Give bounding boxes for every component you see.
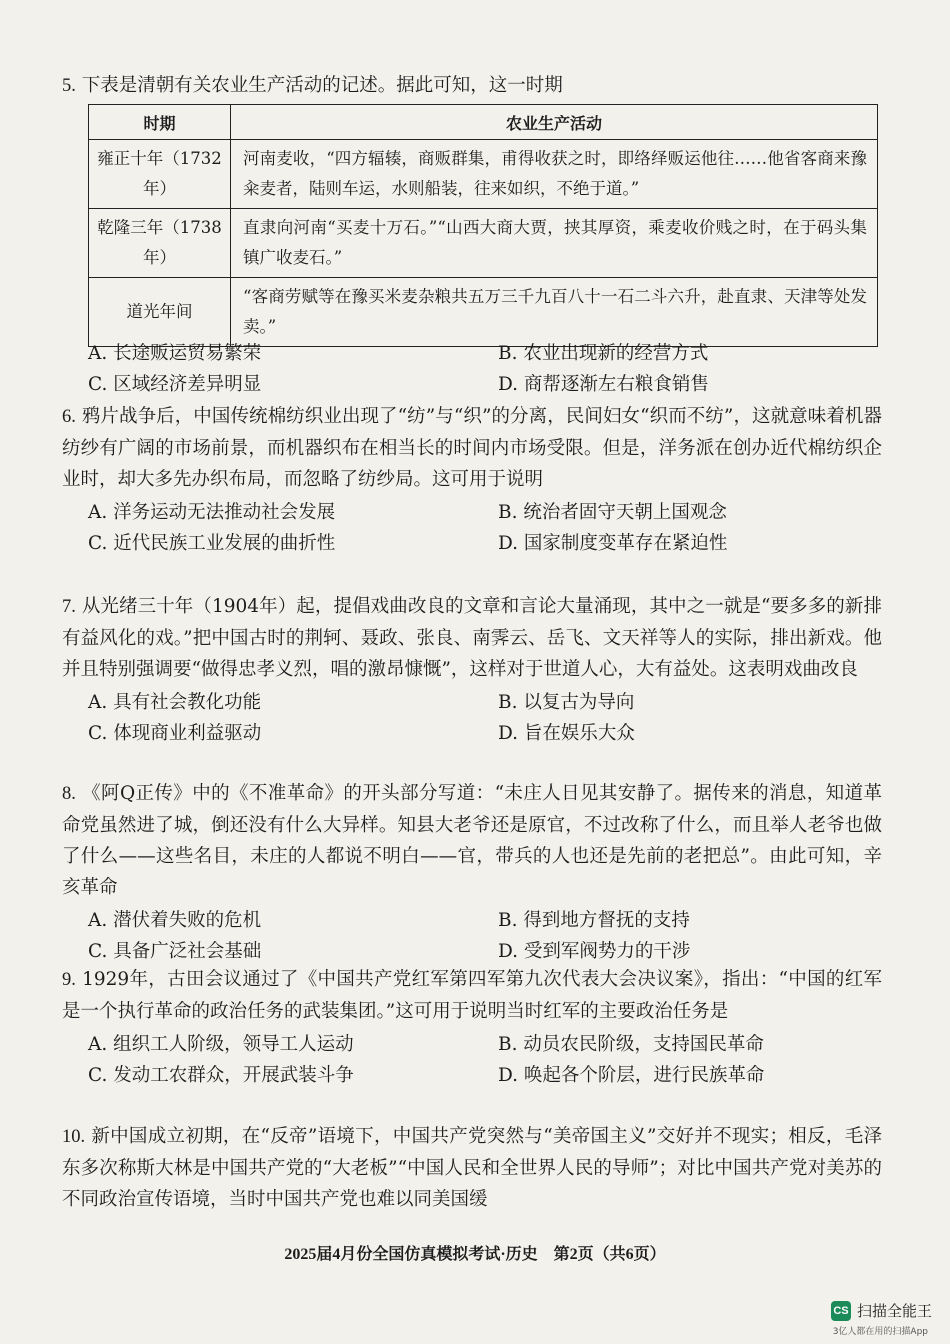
- option-c: C. 发动工农群众，开展武装斗争: [88, 1065, 354, 1086]
- question-stem: 下表是清朝有关农业生产活动的记述。据此可知，这一时期: [81, 75, 563, 96]
- question-stem: 新中国成立初期，在“反帝”语境下，中国共产党突然与“美帝国主义”交好并不现实；相反，毛泽东多次称斯大林是中国共产党的“大老板”“中国人民和全世界人民的导师”；对比中国共产党对美苏的不同政治宣传语境，当时中国共产党也难以同美国缓: [62, 1126, 882, 1210]
- question-number: 6.: [62, 407, 76, 427]
- option-a: A. 洋务运动无法推动社会发展: [88, 502, 336, 523]
- option-a: A. 组织工人阶级，领导工人运动: [88, 1034, 354, 1055]
- question-stem: 鸦片战争后，中国传统棉纺织业出现了“纺”与“织”的分离，民间妇女“织而不纺”，这就意味着机器纺纱有广阔的市场前景，而机器织布在相当长的时间内市场受限。但是，洋务派在创办近代棉纺织企业时，却大多先办织布局，而忽略了纺纱局。这可用于说明: [62, 406, 882, 490]
- brand-name: 扫描全能王: [856, 1302, 932, 1320]
- option-b: B. 得到地方督抚的支持: [498, 910, 690, 931]
- option-d: D. 商帮逐渐左右粮食销售: [498, 374, 709, 395]
- question-9: [62, 964, 882, 1091]
- option-b: B. 动员农民阶级，支持国民革命: [498, 1034, 764, 1055]
- option-c: C. 区域经济差异明显: [88, 374, 262, 395]
- scanner-brand: [831, 1300, 932, 1321]
- question-number: 8.: [62, 784, 76, 804]
- option-d: D. 旨在娱乐大众: [498, 723, 635, 744]
- option-a: A. 潜伏着失败的危机: [88, 910, 262, 931]
- brand-tagline: 3亿人都在用的扫描App: [832, 1327, 928, 1337]
- option-b: B. 以复古为导向: [498, 692, 635, 713]
- option-c: C. 具备广泛社会基础: [88, 941, 262, 962]
- table-cell-period: 雍正十年（1732年）: [89, 140, 231, 209]
- question-stem: 《阿Q正传》中的《不准革命》的开头部分写道：“未庄人日见其安静了。据传来的消息，知道革命党虽然进了城，倒还没有什么大异样。知县大老爷还是原官，不过改称了什么，而且举人老爷也做了什么——这些名目，未庄的人都说不明白——官，带兵的人也还是先前的老把总”。由此可知，辛亥革命: [62, 783, 882, 898]
- option-a: A. 长途贩运贸易繁荣: [88, 343, 262, 364]
- question-stem: 从光绪三十年（1904年）起，提倡戏曲改良的文章和言论大量涌现，其中之一就是“要多多的新排有益风化的戏。”把中国古时的荆轲、聂政、张良、南霁云、岳飞、文天祥等人的实际，排出新戏。他并且特别强调要“做得忠孝义烈，唱的激昂慷慨”，这样对于世道人心，大有益处。这表明戏曲改良: [62, 596, 882, 680]
- question-stem: 1929年，古田会议通过了《中国共产党红军第四军第九次代表大会决议案》，指出：“中国的红军是一个执行革命的政治任务的武装集团。”这可用于说明当时红军的主要政治任务是: [62, 969, 883, 1022]
- option-c: C. 体现商业利益驱动: [88, 723, 262, 744]
- question-5: [62, 70, 882, 102]
- option-b: B. 统治者固守天朝上国观念: [498, 502, 727, 523]
- table-header-activity: 农业生产活动: [231, 105, 878, 140]
- table-cell-activity: 直隶向河南“买麦十万石。”“山西大商大贾，挟其厚资，乘麦收价贱之时，在于码头集镇广收麦石。”: [231, 209, 878, 278]
- option-b: B. 农业出现新的经营方式: [498, 343, 709, 364]
- q5-table: [88, 104, 878, 347]
- table-cell-activity: 河南麦收，“四方辐辏，商贩群集，甫得收获之时，即络绎贩运他往……他省客商来豫籴麦者，陆则车运，水则船装，往来如织，不绝于道。”: [231, 140, 878, 209]
- table-row: [89, 140, 878, 209]
- question-6: [62, 401, 882, 559]
- option-d: D. 国家制度变革存在紧迫性: [498, 533, 728, 554]
- table-row: [89, 209, 878, 278]
- option-d: D. 受到军阀势力的干涉: [498, 941, 691, 962]
- table-cell-period: 乾隆三年（1738年）: [89, 209, 231, 278]
- camscanner-logo-icon: CS: [831, 1301, 851, 1321]
- question-8: [62, 778, 882, 967]
- question-7: [62, 591, 882, 749]
- question-number: 9.: [62, 970, 76, 990]
- question-10: [62, 1121, 882, 1215]
- option-d: D. 唤起各个阶层，进行民族革命: [498, 1065, 765, 1086]
- q5-options: [62, 336, 882, 400]
- page-footer: 2025届4月份全国仿真模拟考试·历史 第2页（共6页）: [284, 1246, 666, 1263]
- question-number: 10.: [62, 1127, 86, 1147]
- table-cell-activity: “客商劳赋等在豫买米麦杂粮共五万三千九百八十一石二斗六升，赴直隶、天津等处发卖。”: [231, 278, 878, 347]
- question-number: 7.: [62, 597, 76, 617]
- table-cell-period: 道光年间: [89, 278, 231, 347]
- option-c: C. 近代民族工业发展的曲折性: [88, 533, 336, 554]
- table-header-period: 时期: [89, 105, 231, 140]
- option-a: A. 具有社会教化功能: [88, 692, 262, 713]
- question-number: 5.: [62, 76, 76, 96]
